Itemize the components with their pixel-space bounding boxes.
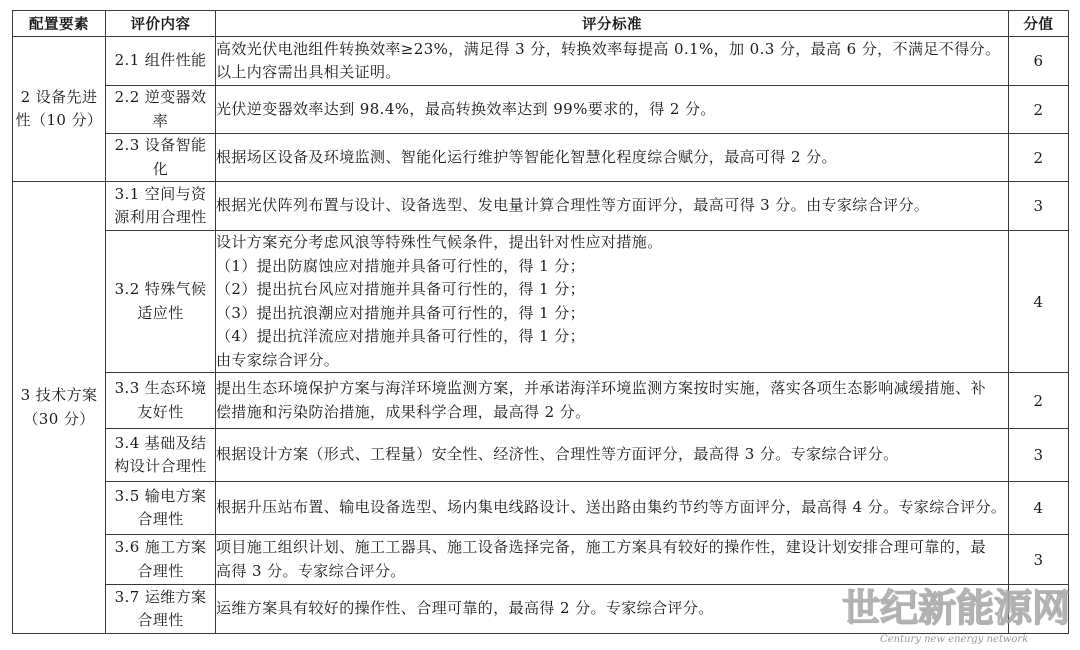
score-value: 6 [1009,37,1069,86]
criteria-line: （3）提出抗浪潮应对措施并具备可行性的，得 1 分； [216,303,586,322]
group-label [13,182,106,634]
criteria-text [216,535,1009,585]
table-row [13,86,1069,134]
score-value: 2 [1009,86,1069,134]
item-label-line: 源利用合理性 [114,208,207,226]
item-label-line: 3.3 生态环境 [114,379,207,397]
item-label-line: 2.1 组件性能 [114,51,207,70]
item-label-line: 合理性 [137,611,184,629]
item-label [106,37,216,86]
criteria-text [216,134,1009,182]
item-label-line: 合理性 [137,561,184,580]
scoring-table [12,10,1069,634]
criteria-line: 高效光伏电池组件转换效率≥23%，满足得 3 分，转换效率每提高 0.1%，加 0.3 分，最高 6 分，不满足不得分。 [216,39,1001,58]
item-label-line: 3.4 基础及结 [114,433,207,452]
table-row [13,37,1069,86]
criteria-line: 高得 3 分。专家综合评分。 [216,561,406,580]
criteria-line: 运维方案具有较好的操作性、合理可靠的，最高得 2 分。专家综合评分。 [216,599,714,618]
criteria-text [216,429,1009,482]
criteria-text [216,37,1009,86]
criteria-text [216,182,1009,231]
group-label-line: 3 技术方案 [20,386,98,404]
score-value: 4 [1009,231,1069,373]
group-label [13,37,106,182]
score-value: 3 [1009,429,1069,482]
criteria-line: （2）提出抗台风应对措施并具备可行性的，得 1 分； [216,280,586,298]
score-value: 2 [1009,134,1069,182]
item-label [106,86,216,134]
watermark-logo: 世纪新能源网 [842,586,1071,630]
item-label [106,482,216,535]
criteria-line: 提出生态环境保护方案与海洋环境监测方案，并承诺海洋环境监测方案按时实施，落实各项生态影响减缓措施、补 [216,379,987,397]
item-label-line: 化 [152,159,169,178]
table-row [13,482,1069,535]
group-label-line: 性（10 分） [15,111,103,129]
criteria-line: 以上内容需出具相关证明。 [216,63,401,81]
item-label-line: 3.2 特殊气候 [114,280,207,298]
table-row [13,182,1069,231]
score-value: 2 [1009,373,1069,429]
item-label [106,182,216,231]
header-element: 配置要素 [13,11,106,37]
item-label-line: 2.3 设备智能 [114,136,207,154]
criteria-line: 由专家综合评分。 [216,350,340,369]
criteria-line: （4）提出抗洋流应对措施并具备可行性的，得 1 分； [216,327,586,345]
group-label-line: 2 设备先进 [20,87,98,106]
header-score: 分值 [1009,11,1069,37]
item-label-line: 3.1 空间与资 [114,184,207,203]
table-row [13,134,1069,182]
item-label-line: 合理性 [137,510,184,528]
item-label [106,429,216,482]
criteria-line: 光伏逆变器效率达到 98.4%，最高转换效率达到 99%要求的，得 2 分。 [216,99,716,118]
item-label [106,585,216,634]
header-row [13,11,1069,37]
score-value: 3 [1009,535,1069,585]
header-content: 评价内容 [106,11,216,37]
item-label-line: 构设计合理性 [114,457,207,475]
criteria-line: 项目施工组织计划、施工工器具、施工设备选择完备，施工方案具有较好的操作性，建设计划安排合理可靠的，最 [216,538,987,556]
criteria-line: 根据光伏阵列布置与设计、设备选型、发电量计算合理性等方面评分，最高可得 3 分。由专家综合评分。 [216,196,930,215]
table-row [13,373,1069,429]
score-value: 3 [1009,182,1069,231]
item-label-line: 率 [152,111,169,130]
item-label-line: 适应性 [137,303,184,322]
criteria-text [216,482,1009,535]
group-label-line: （30 分） [23,409,95,428]
item-label-line: 3.7 运维方案 [114,587,207,606]
criteria-line: 根据场区设备及环境监测、智能化运行维护等智能化智慧化程度综合赋分，最高可得 2 分。 [216,147,837,166]
criteria-line: 根据升压站布置、输电设备选型、场内集电线路设计、送出路由集约节约等方面评分，最高得 4 分。专家综合评分。 [216,498,1007,517]
item-label-line: 3.5 输电方案 [114,486,207,505]
item-label-line: 2.2 逆变器效 [114,88,207,106]
table-row [13,535,1069,585]
table-row [13,231,1069,373]
item-label [106,535,216,585]
criteria-text [216,86,1009,134]
item-label-line: 3.6 施工方案 [114,538,207,556]
criteria-line: （1）提出防腐蚀应对措施并具备可行性的，得 1 分； [216,256,586,275]
item-label [106,231,216,373]
criteria-text [216,373,1009,429]
item-label-line: 友好性 [137,402,184,421]
criteria-line: 偿措施和污染防治措施，成果科学合理，最高得 2 分。 [216,402,591,421]
item-label [106,373,216,429]
header-criteria: 评分标准 [216,11,1009,37]
criteria-line: 设计方案充分考虑风浪等特殊性气候条件，提出针对性应对措施。 [216,233,663,251]
criteria-line: 根据设计方案（形式、工程量）安全性、经济性、合理性等方面评分，最高得 3 分。专家综合评分。 [216,445,899,464]
criteria-text [216,231,1009,373]
watermark-english: Century new energy network [880,634,1029,645]
table-row [13,429,1069,482]
score-value: 4 [1009,482,1069,535]
item-label [106,134,216,182]
